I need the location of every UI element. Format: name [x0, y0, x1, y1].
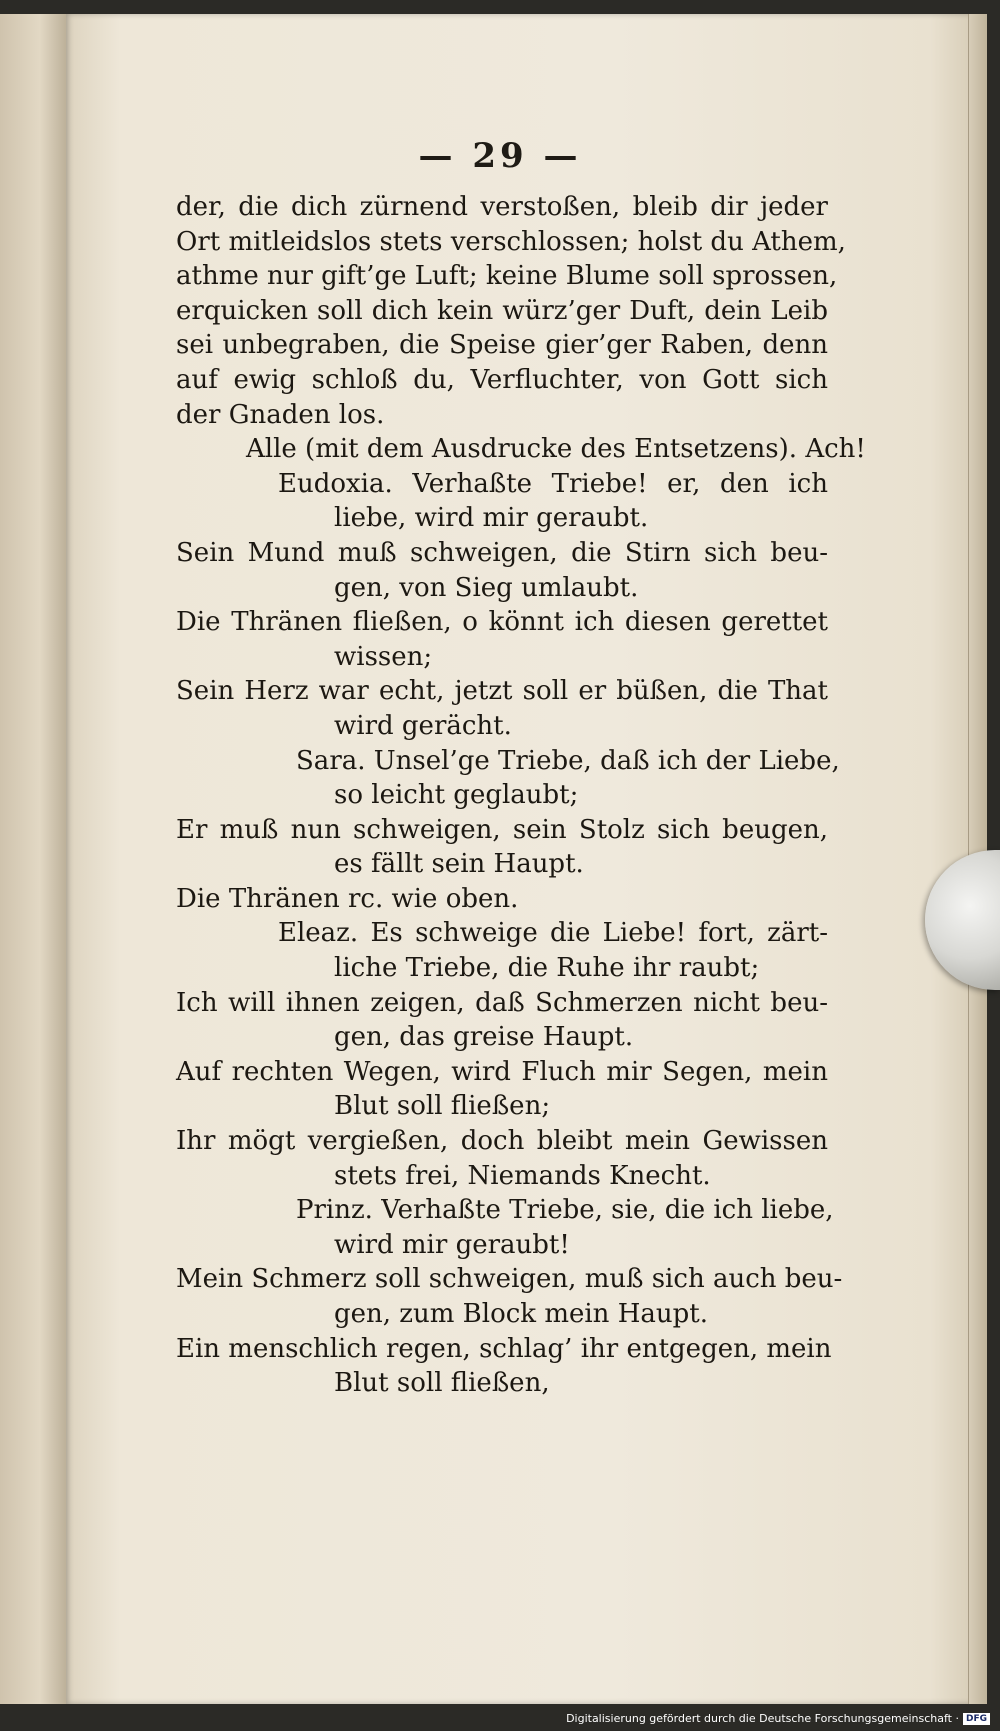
text-line: sei unbegraben, die Speise gier’ger Raben, denn [176, 330, 828, 361]
text-line: der, die dich zürnend verstoßen, bleib dir jeder [176, 192, 828, 222]
text-line: erquicken soll dich kein würz’ger Duft, dein Leib [176, 295, 828, 326]
page-number: — 29 — [418, 136, 582, 176]
text-line: Eleaz. Es schweige die Liebe! fort, zärt- [278, 918, 828, 949]
text-line: Blut soll fließen, [334, 1368, 550, 1399]
text-line: Sara. Unsel’ge Triebe, daß ich der Liebe, [296, 745, 840, 776]
text-line: so leicht geglaubt; [334, 780, 579, 811]
text-line: liche Triebe, die Ruhe ihr raubt; [334, 953, 760, 984]
text-line: Ihr mögt vergießen, doch bleibt mein Gewissen [176, 1126, 828, 1157]
left-page-edge [0, 14, 68, 1704]
text-line: gen, von Sieg umlaubt. [334, 572, 639, 603]
footer-credit-text: Digitalisierung gefördert durch die Deutsche Forschungsgemeinschaft · [566, 1712, 959, 1725]
text-line: Sein Herz war echt, jetzt soll er büßen, die That [176, 676, 828, 707]
dfg-logo: DFG [963, 1713, 990, 1725]
text-line: gen, das greise Haupt. [334, 1022, 634, 1053]
text-line: Eudoxia. Verhaßte Triebe! er, den ich [278, 468, 828, 499]
text-line: Mein Schmerz soll schweigen, muß sich auch beu- [176, 1264, 843, 1295]
text-block [176, 190, 866, 1401]
text-line: liebe, wird mir geraubt. [334, 503, 649, 534]
text-line: athme nur gift’ge Luft; keine Blume soll sprossen, [176, 261, 838, 292]
text-line: Alle (mit dem Ausdrucke des Entsetzens). Ach! [246, 434, 866, 465]
text-line: Prinz. Verhaßte Triebe, sie, die ich liebe, [296, 1195, 834, 1226]
text-line: Blut soll fließen; [334, 1091, 551, 1122]
footer-credit [566, 1712, 990, 1725]
text-line: Ort mitleidslos stets verschlossen; holst du Athem, [176, 226, 846, 257]
text-line: Ein menschlich regen, schlag’ ihr entgegen, mein [176, 1333, 832, 1364]
text-line: Auf rechten Wegen, wird Fluch mir Segen, mein [176, 1056, 828, 1087]
text-line: gen, zum Block mein Haupt. [334, 1299, 708, 1329]
text-line: stets frei, Niemands Knecht. [334, 1160, 711, 1191]
text-line: wird gerächt. [334, 710, 512, 741]
text-line: es fällt sein Haupt. [334, 849, 584, 880]
text-line: wissen; [334, 641, 433, 672]
text-line: auf ewig schloß du, Verfluchter, von Gott sich [176, 364, 828, 395]
text-line: Die Thränen rc. wie oben. [176, 883, 519, 914]
text-line: Er muß nun schweigen, sein Stolz sich beugen, [176, 814, 828, 845]
text-line: Ich will ihnen zeigen, daß Schmerzen nicht beu- [176, 987, 828, 1018]
text-line: der Gnaden los. [176, 399, 385, 430]
text-line: wird mir geraubt! [334, 1229, 570, 1260]
text-line: Die Thränen fließen, o könnt ich diesen gerettet [176, 607, 828, 638]
text-line: Sein Mund muß schweigen, die Stirn sich beu- [176, 537, 828, 568]
